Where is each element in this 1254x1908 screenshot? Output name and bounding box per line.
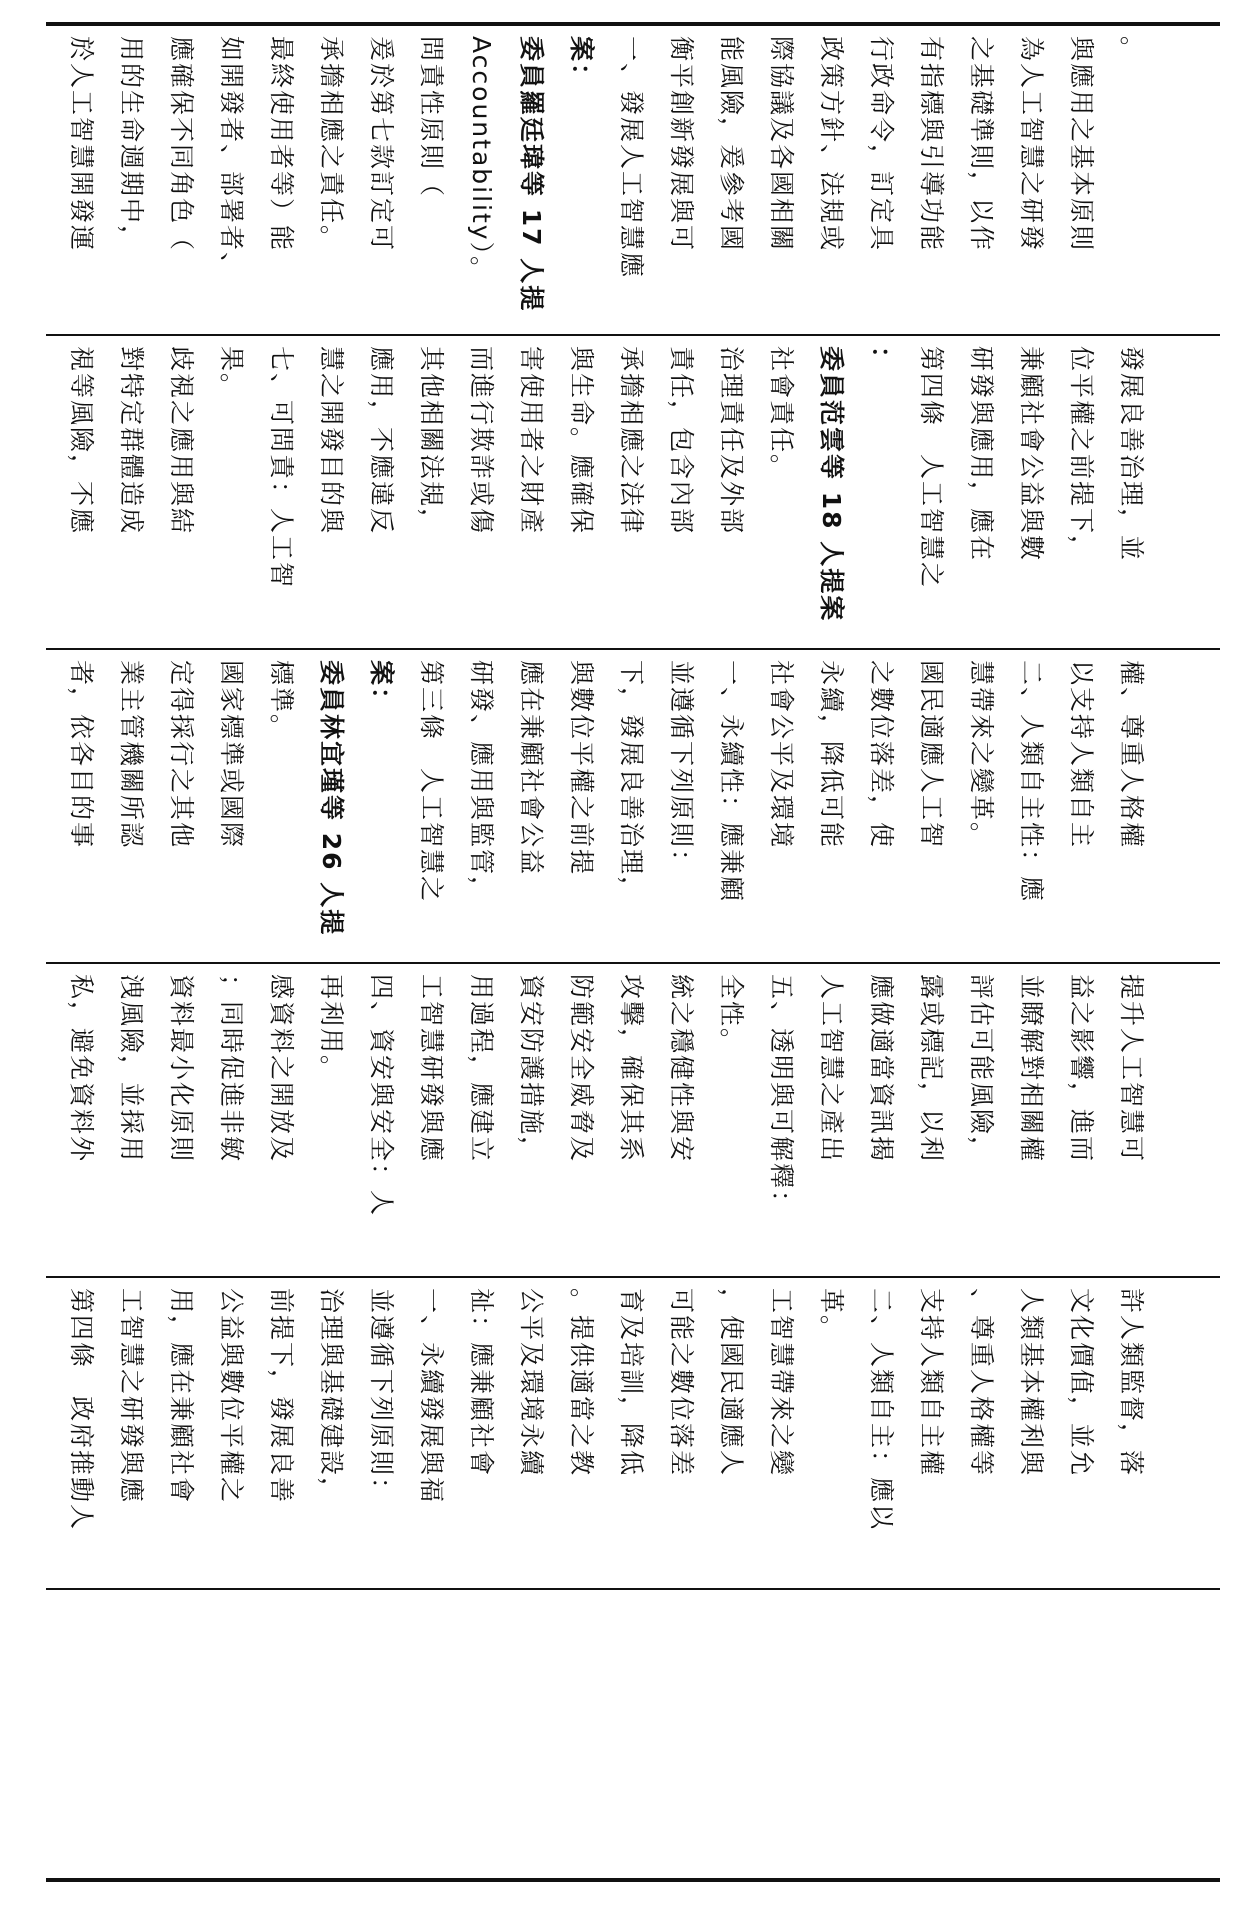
text-line: 人類基本權利與 [1017,1288,1046,1478]
text-line: 問責性原則（ [417,36,446,199]
text-line: 與應用之基本原則 [1067,36,1096,253]
text-line: 提升人工智慧可 [1117,974,1146,1164]
text-line: 一、發展人工智慧應 [617,36,646,280]
text-line: 公平及環境永續 [517,1288,546,1478]
text-line: 委員羅廷瑋等 17 人提 [517,36,546,313]
text-line: 而進行欺詐或傷 [467,346,496,536]
text-line: 委員林宜瑾等 26 人提 [317,660,346,937]
text-line: 應做適當資訊揭 [867,974,896,1164]
text-line: 於人工智慧開發運 [67,36,96,253]
text-line: 資料最小化原則 [167,974,196,1164]
text-line: ： [867,346,896,374]
text-line: 爰於第七款訂定可 [367,36,396,253]
text-line: Accountability）。 [467,36,496,284]
text-line: 可能之數位落差 [667,1288,696,1478]
row-divider-1 [46,334,1220,336]
text-line: 視等風險，不應 [67,346,96,536]
text-line: 社會責任。 [767,346,796,482]
row-divider-5 [46,1588,1220,1590]
text-line: 慧之開發目的與 [317,346,346,536]
text-line: 永續，降低可能 [817,660,846,850]
text-line: 洩風險，並採用 [117,974,146,1164]
text-line: 支持人類自主權 [917,1288,946,1478]
text-line: 第三條 人工智慧之 [417,660,446,904]
text-band [46,1288,1220,1582]
text-line: 承擔相應之法律 [617,346,646,536]
text-line: 感資料之開放及 [267,974,296,1164]
text-line: 統之穩健性與安 [667,974,696,1164]
text-line: 際協議及各國相關 [767,36,796,253]
text-line: ，使國民適應人 [717,1288,746,1478]
text-line: 用過程，應建立 [467,974,496,1164]
text-line: 再利用。 [317,974,346,1083]
text-line: 兼顧社會公益與數 [1017,346,1046,563]
text-line: 承擔相應之責任。 [317,36,346,253]
text-line: 政策方針、法規或 [817,36,846,253]
text-line: 四、資安與安全：人 [367,974,396,1218]
text-line: 人工智慧之產出 [817,974,846,1164]
row-divider-2 [46,648,1220,650]
text-line: 革。 [817,1288,846,1343]
text-line: 研發、應用與監管， [467,660,496,904]
text-line: 益之影響，進而 [1067,974,1096,1164]
text-line: 。 [1117,36,1146,64]
text-line: 定得採行之其他 [167,660,196,850]
text-line: 其他相關法規， [417,346,446,536]
text-line: 行政命令，訂定具 [867,36,896,253]
text-line: 案： [567,36,596,91]
text-line: 者，依各目的事 [67,660,96,850]
text-line: 責任，包含內部 [667,346,696,536]
text-line: 案： [367,660,396,715]
text-line: 委員范雲等 18 人提案 [817,346,846,623]
text-line: 評估可能風險， [967,974,996,1164]
text-line: 第四條 人工智慧之 [917,346,946,590]
top-rule [46,22,1220,26]
text-line: 最終使用者等）能 [267,36,296,253]
text-line: 二、人類自主性：應 [1017,660,1046,904]
text-line: 標準。 [267,660,296,742]
text-line: 之基礎準則，以作 [967,36,996,253]
text-line: 發展良善治理，並 [1117,346,1146,563]
text-line: 之數位落差，使 [867,660,896,850]
text-line: 七、可問責：人工智 [267,346,296,590]
text-line: 二、人類自主：應以 [867,1288,896,1532]
text-line: 為人工智慧之研發 [1017,36,1046,253]
text-line: 研發與應用，應在 [967,346,996,563]
text-line: 文化價值，並允 [1067,1288,1096,1478]
text-line: 第四條 政府推動人 [67,1288,96,1532]
bottom-rule [46,1878,1220,1882]
text-line: 治理責任及外部 [717,346,746,536]
text-line: 工智慧研發與應 [417,974,446,1164]
text-line: 權、尊重人格權 [1117,660,1146,850]
text-line: 祉：應兼顧社會 [467,1288,496,1478]
text-line: 與生命。應確保 [567,346,596,536]
text-line: 如開發者、部署者、 [217,36,246,280]
text-line: 公益與數位平權之 [217,1288,246,1505]
text-line: 、尊重人格權等 [967,1288,996,1478]
text-line: 位平權之前提下， [1067,346,1096,563]
text-line: 與數位平權之前提 [567,660,596,877]
text-line: 應在兼顧社會公益 [517,660,546,877]
text-line: 歧視之應用與結 [167,346,196,536]
text-line: 衡平創新發展與可 [667,36,696,253]
text-line: 用，應在兼顧社會 [167,1288,196,1505]
text-line: 一、永續性：應兼顧 [717,660,746,904]
text-line: 育及培訓，降低 [617,1288,646,1478]
text-line: 全性。 [717,974,746,1056]
text-line: 攻擊，確保其系 [617,974,646,1164]
text-line: 用的生命週期中， [117,36,146,253]
text-line: 工智慧之研發與應 [117,1288,146,1505]
text-line: 露或標記，以利 [917,974,946,1164]
text-line: 並瞭解對相關權 [1017,974,1046,1164]
text-line: 一、永續發展與福 [417,1288,446,1505]
text-line: 害使用者之財產 [517,346,546,536]
text-band [46,974,1220,1268]
text-line: 並遵循下列原則： [667,660,696,877]
text-line: 下，發展良善治理， [617,660,646,904]
text-line: 社會公平及環境 [767,660,796,850]
text-band [46,36,1220,326]
text-line: 業主管機關所認 [117,660,146,850]
text-line: 工智慧帶來之變 [767,1288,796,1478]
text-line: 以支持人類自主 [1067,660,1096,850]
row-divider-3 [46,962,1220,964]
row-divider-4 [46,1276,1220,1278]
text-line: 資安防護措施， [517,974,546,1164]
text-line: 治理與基礎建設， [317,1288,346,1505]
text-line: 對特定群體造成 [117,346,146,536]
text-line: 前提下，發展良善 [267,1288,296,1505]
text-line: 。提供適當之教 [567,1288,596,1478]
text-line: 應確保不同角色（ [167,36,196,253]
text-line: 應用，不應違反 [367,346,396,536]
text-line: 慧帶來之變革。 [967,660,996,850]
text-line: 果。 [217,346,246,401]
text-line: 國民適應人工智 [917,660,946,850]
text-line: 國家標準或國際 [217,660,246,850]
text-line: 防範安全威脅及 [567,974,596,1164]
text-line: 許人類監督，落 [1117,1288,1146,1478]
text-line: 能風險，爰參考國 [717,36,746,253]
text-band [46,660,1220,954]
text-band [46,346,1220,640]
text-line: 並遵循下列原則： [367,1288,396,1505]
text-line: ；同時促進非敏 [217,974,246,1164]
text-line: 五、透明與可解釋： [767,974,796,1218]
text-line: 私，避免資料外 [67,974,96,1164]
text-line: 有指標與引導功能 [917,36,946,253]
